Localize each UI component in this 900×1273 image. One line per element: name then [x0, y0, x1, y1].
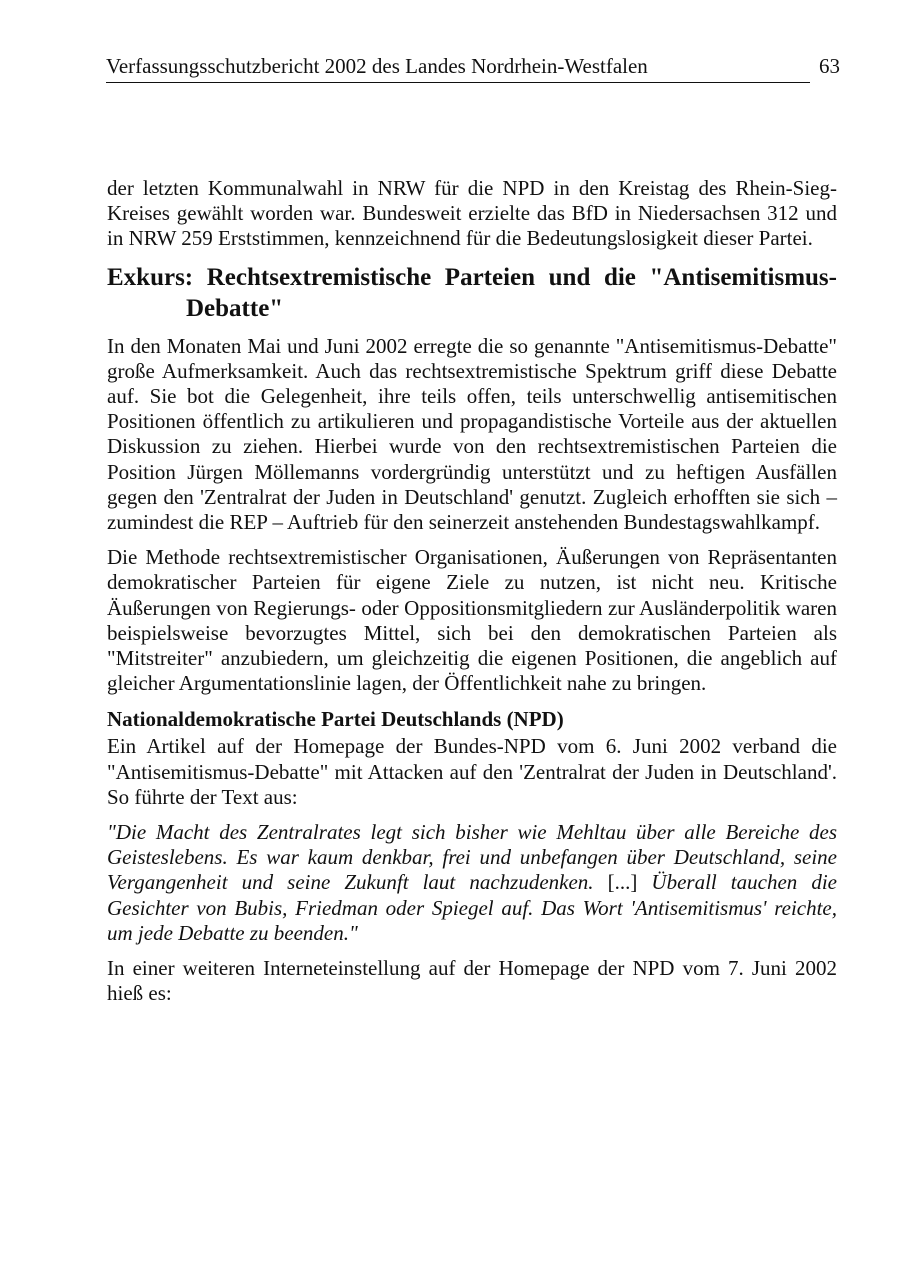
page-number: 63 [819, 54, 840, 78]
intro-paragraph: der letzten Kommunalwahl in NRW für die NPD in den Kreistag des Rhein-Sieg-Kreises gewählt worden war. Bundesweit erzielte das BfD in Niedersachsen 312 und in NRW 259 Erststimmen, kennzeichnend für die Bedeutungslosigkeit dieser Partei. [107, 176, 837, 251]
paragraph-antisemitismus-debatte: In den Monaten Mai und Juni 2002 erregte die so genannte "Antisemitismus-Debatte" große Aufmerksamkeit. Auch das rechtsextremistische Spektrum griff diese Debatte auf. Sie bot die Gelegenheit, ihre teils offen, teils unterschwellig antisemitischen Positionen öffentlich zu artikulieren und propagandistische Vorteile aus der aktuellen Diskussion zu ziehen. Hierbei wurde von den rechtsextremistischen Parteien die Position Jürgen Möllemanns vordergründig unterstützt und zu heftigen Ausfällen gegen den 'Zentralrat der Juden in Deutschland' genutzt. Zugleich erhofften sie sich – zumindest die REP – Auftrieb für den seinerzeit anstehenden Bundestagswahlkampf. [107, 333, 837, 535]
quote-ellipsis: [...] [607, 870, 638, 895]
page-body [107, 176, 837, 1006]
running-title: Verfassungsschutzbericht 2002 des Landes Nordrhein-Westfalen [106, 54, 648, 78]
npd-subheading: Nationaldemokratische Partei Deutschlands (NPD) [107, 707, 564, 732]
header-rule [106, 82, 810, 83]
section-heading: Exkurs: Rechtsextremistische Parteien und die "Antisemitismus-Debatte" [107, 263, 837, 322]
quote-part-2: Überall tauchen die Gesichter von Bubis, Friedman oder Spiegel auf. Das Wort 'Antisemitismus' reichte, um jede Debatte zu beenden." [107, 870, 837, 945]
paragraph-npd-article: Ein Artikel auf der Homepage der Bundes-NPD vom 6. Juni 2002 verband die "Antisemitismus-Debatte" mit Attacken auf den 'Zentralrat der Juden in Deutschland'. So führte der Text aus: [107, 734, 837, 809]
paragraph-npd-second-post: In einer weiteren Interneteinstellung auf der Homepage der NPD vom 7. Juni 2002 hieß es: [107, 956, 837, 1006]
page-header [106, 52, 840, 84]
npd-quote [107, 820, 837, 946]
quote-part-1: "Die Macht des Zentralrates legt sich bisher wie Mehltau über alle Bereiche des Geisteslebens. Es war kaum denkbar, frei und unbefangen über Deutschland, seine Vergangenheit und seine Zukunft laut nachzudenken. [107, 820, 837, 895]
paragraph-methode: Die Methode rechtsextremistischer Organisationen, Äußerungen von Repräsentanten demokratischer Parteien für eigene Ziele zu nutzen, ist nicht neu. Kritische Äußerungen von Regierungs- oder Oppositionsmitgliedern zur Ausländerpolitik waren beispielsweise bevorzugtes Mittel, sich bei den demokratischen Parteien als "Mitstreiter" anzubiedern, um gleichzeitig die eigenen Positionen, die angeblich auf gleicher Argumentationslinie lagen, der Öffentlichkeit nahe zu bringen. [107, 545, 837, 696]
